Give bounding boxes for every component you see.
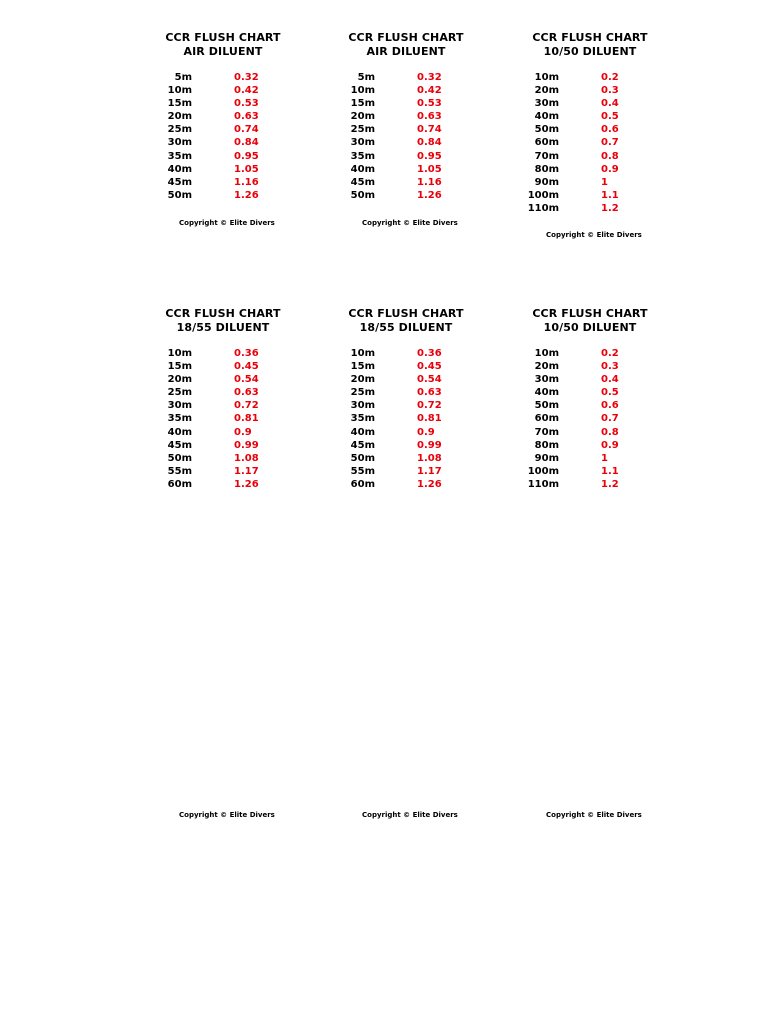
depth-label: 60m <box>534 413 559 425</box>
depth-label: 50m <box>534 400 559 412</box>
chart-row <box>525 373 655 386</box>
flush-value: 1.16 <box>234 176 259 188</box>
chart-row <box>158 386 288 399</box>
chart-row <box>341 452 471 465</box>
copyright-note: Copyright © Elite Divers <box>546 811 642 819</box>
chart-row <box>525 412 655 425</box>
chart-row <box>158 439 288 452</box>
depth-label: 60m <box>534 137 559 149</box>
flush-value: 0.6 <box>601 400 619 412</box>
chart-row <box>158 478 288 491</box>
flush-value: 0.5 <box>601 111 619 123</box>
flush-chart-18-55-1 <box>158 307 288 819</box>
depth-label: 80m <box>534 163 559 175</box>
chart-row <box>158 347 288 360</box>
depth-label: 30m <box>167 400 192 412</box>
depth-label: 30m <box>350 137 375 149</box>
chart-row <box>525 84 655 97</box>
chart-row <box>158 110 288 123</box>
depth-label: 10m <box>534 72 559 83</box>
flush-value: 1.05 <box>417 163 442 175</box>
chart-row <box>341 426 471 439</box>
chart-rows <box>525 71 655 215</box>
flush-value: 0.45 <box>234 361 259 373</box>
chart-row <box>525 71 655 84</box>
chart-row <box>525 136 655 149</box>
chart-row <box>525 176 655 189</box>
depth-label: 40m <box>167 426 192 438</box>
flush-value: 0.2 <box>601 348 619 359</box>
depth-label: 45m <box>350 439 375 451</box>
flush-value: 0.72 <box>417 400 442 412</box>
chart-row <box>158 84 288 97</box>
chart-row <box>525 478 655 491</box>
copyright-note: Copyright © Elite Divers <box>362 219 458 227</box>
chart-row <box>158 452 288 465</box>
chart-subtitle: 10/50 DILUENT <box>543 44 637 58</box>
flush-value: 0.7 <box>601 137 619 149</box>
chart-row <box>158 465 288 478</box>
depth-label: 25m <box>350 124 375 136</box>
flush-value: 0.72 <box>234 400 259 412</box>
chart-title: CCR FLUSH CHART <box>348 31 464 44</box>
chart-row <box>158 150 288 163</box>
flush-value: 0.53 <box>234 98 259 110</box>
copyright-note: Copyright © Elite Divers <box>362 811 458 819</box>
chart-row <box>525 452 655 465</box>
flush-value: 1 <box>601 452 608 464</box>
depth-label: 40m <box>350 426 375 438</box>
chart-row <box>158 189 288 202</box>
chart-row <box>525 439 655 452</box>
chart-row <box>525 110 655 123</box>
depth-label: 30m <box>350 400 375 412</box>
flush-chart-air-2 <box>341 31 471 227</box>
depth-label: 50m <box>167 189 192 201</box>
chart-row <box>341 386 471 399</box>
chart-rows <box>525 347 655 491</box>
flush-value: 0.42 <box>417 85 442 97</box>
depth-label: 70m <box>534 150 559 162</box>
flush-value: 0.95 <box>234 150 259 162</box>
flush-value: 0.54 <box>417 374 442 386</box>
depth-label: 20m <box>350 111 375 123</box>
chart-title: CCR FLUSH CHART <box>532 307 648 320</box>
flush-value: 0.9 <box>601 163 619 175</box>
depth-label: 15m <box>350 98 375 110</box>
flush-value: 0.36 <box>234 348 259 359</box>
chart-row <box>341 110 471 123</box>
chart-row <box>341 150 471 163</box>
depth-label: 60m <box>350 478 375 490</box>
flush-value: 1.26 <box>417 478 442 490</box>
flush-value: 0.3 <box>601 85 619 97</box>
chart-row <box>158 71 288 84</box>
chart-row <box>158 176 288 189</box>
chart-row <box>158 163 288 176</box>
chart-row <box>341 399 471 412</box>
flush-value: 0.45 <box>417 361 442 373</box>
chart-title: CCR FLUSH CHART <box>532 31 648 44</box>
chart-row <box>525 97 655 110</box>
chart-row <box>525 189 655 202</box>
flush-value: 0.74 <box>417 124 442 136</box>
chart-row <box>341 123 471 136</box>
depth-label: 10m <box>167 348 192 359</box>
flush-value: 1.2 <box>601 478 619 490</box>
flush-value: 1.1 <box>601 189 619 201</box>
depth-label: 15m <box>167 361 192 373</box>
flush-value: 0.5 <box>601 387 619 399</box>
depth-label: 40m <box>350 163 375 175</box>
chart-row <box>341 347 471 360</box>
chart-row <box>341 465 471 478</box>
chart-row <box>158 373 288 386</box>
flush-value: 0.9 <box>417 426 435 438</box>
chart-row <box>341 176 471 189</box>
chart-row <box>158 399 288 412</box>
chart-row <box>158 360 288 373</box>
flush-value: 1.17 <box>234 465 259 477</box>
depth-label: 10m <box>534 348 559 359</box>
chart-row <box>341 136 471 149</box>
flush-value: 0.7 <box>601 413 619 425</box>
flush-value: 0.32 <box>417 72 442 83</box>
depth-label: 15m <box>167 98 192 110</box>
chart-row <box>158 97 288 110</box>
depth-label: 20m <box>534 85 559 97</box>
flush-chart-air-1 <box>158 31 288 227</box>
flush-value: 0.95 <box>417 150 442 162</box>
depth-label: 50m <box>167 452 192 464</box>
flush-value: 0.6 <box>601 124 619 136</box>
depth-label: 35m <box>350 150 375 162</box>
depth-label: 25m <box>167 124 192 136</box>
depth-label: 25m <box>167 387 192 399</box>
depth-label: 100m <box>527 465 559 477</box>
flush-value: 0.99 <box>234 439 259 451</box>
flush-value: 0.84 <box>234 137 259 149</box>
depth-label: 40m <box>534 111 559 123</box>
depth-label: 5m <box>357 72 375 83</box>
flush-value: 0.74 <box>234 124 259 136</box>
flush-value: 1.1 <box>601 465 619 477</box>
chart-rows <box>158 71 288 202</box>
flush-value: 1.2 <box>601 202 619 214</box>
depth-label: 15m <box>350 361 375 373</box>
depth-label: 10m <box>350 348 375 359</box>
depth-label: 60m <box>167 478 192 490</box>
chart-row <box>158 426 288 439</box>
flush-value: 1.26 <box>234 189 259 201</box>
chart-row <box>341 71 471 84</box>
flush-value: 0.53 <box>417 98 442 110</box>
flush-chart-10-50-2 <box>525 307 655 819</box>
chart-row <box>341 360 471 373</box>
flush-value: 1.08 <box>417 452 442 464</box>
depth-label: 100m <box>527 189 559 201</box>
depth-label: 50m <box>534 124 559 136</box>
copyright-note: Copyright © Elite Divers <box>179 219 275 227</box>
depth-label: 45m <box>167 439 192 451</box>
chart-rows <box>341 71 471 202</box>
flush-value: 1.05 <box>234 163 259 175</box>
chart-row <box>341 97 471 110</box>
chart-row <box>341 478 471 491</box>
flush-value: 0.36 <box>417 348 442 359</box>
chart-row <box>341 439 471 452</box>
flush-value: 0.2 <box>601 72 619 83</box>
chart-row <box>158 123 288 136</box>
chart-row <box>525 399 655 412</box>
chart-subtitle: 18/55 DILUENT <box>359 320 453 334</box>
depth-label: 50m <box>350 452 375 464</box>
flush-value: 0.81 <box>417 413 442 425</box>
copyright-note: Copyright © Elite Divers <box>179 811 275 819</box>
chart-row <box>525 163 655 176</box>
flush-value: 0.84 <box>417 137 442 149</box>
depth-label: 20m <box>534 361 559 373</box>
flush-value: 0.8 <box>601 426 619 438</box>
depth-label: 110m <box>527 478 559 490</box>
chart-subtitle: 10/50 DILUENT <box>543 320 637 334</box>
depth-label: 40m <box>167 163 192 175</box>
flush-value: 1.17 <box>417 465 442 477</box>
flush-value: 0.9 <box>601 439 619 451</box>
depth-label: 5m <box>174 72 192 83</box>
chart-rows <box>341 347 471 491</box>
flush-value: 0.9 <box>234 426 252 438</box>
chart-row <box>525 150 655 163</box>
flush-value: 1.08 <box>234 452 259 464</box>
chart-row <box>341 163 471 176</box>
flush-chart-18-55-2 <box>341 307 471 819</box>
depth-label: 30m <box>167 137 192 149</box>
flush-value: 0.4 <box>601 98 619 110</box>
depth-label: 20m <box>167 374 192 386</box>
flush-value: 0.32 <box>234 72 259 83</box>
depth-label: 40m <box>534 387 559 399</box>
depth-label: 90m <box>534 452 559 464</box>
depth-label: 30m <box>534 98 559 110</box>
chart-row <box>341 189 471 202</box>
depth-label: 30m <box>534 374 559 386</box>
flush-chart-10-50-1 <box>525 31 655 239</box>
depth-label: 45m <box>350 176 375 188</box>
flush-value: 0.63 <box>234 387 259 399</box>
depth-label: 55m <box>167 465 192 477</box>
flush-value: 0.42 <box>234 85 259 97</box>
depth-label: 80m <box>534 439 559 451</box>
chart-title: CCR FLUSH CHART <box>348 307 464 320</box>
copyright-note: Copyright © Elite Divers <box>546 231 642 239</box>
chart-row <box>341 373 471 386</box>
depth-label: 35m <box>167 150 192 162</box>
chart-rows <box>158 347 288 491</box>
flush-value: 0.81 <box>234 413 259 425</box>
chart-row <box>525 426 655 439</box>
depth-label: 90m <box>534 176 559 188</box>
flush-value: 0.99 <box>417 439 442 451</box>
chart-row <box>341 84 471 97</box>
chart-row <box>341 412 471 425</box>
depth-label: 20m <box>167 111 192 123</box>
flush-value: 1 <box>601 176 608 188</box>
depth-label: 35m <box>167 413 192 425</box>
depth-label: 110m <box>527 202 559 214</box>
chart-row <box>525 386 655 399</box>
chart-subtitle: 18/55 DILUENT <box>176 320 270 334</box>
depth-label: 10m <box>350 85 375 97</box>
depth-label: 35m <box>350 413 375 425</box>
depth-label: 25m <box>350 387 375 399</box>
chart-row <box>525 123 655 136</box>
flush-value: 0.63 <box>417 387 442 399</box>
chart-row <box>525 360 655 373</box>
depth-label: 20m <box>350 374 375 386</box>
chart-subtitle: AIR DILUENT <box>183 44 263 58</box>
flush-value: 0.54 <box>234 374 259 386</box>
chart-row <box>525 202 655 215</box>
chart-title: CCR FLUSH CHART <box>165 31 281 44</box>
depth-label: 45m <box>167 176 192 188</box>
flush-value: 1.16 <box>417 176 442 188</box>
chart-row <box>158 412 288 425</box>
flush-value: 1.26 <box>417 189 442 201</box>
flush-value: 0.63 <box>417 111 442 123</box>
flush-value: 0.8 <box>601 150 619 162</box>
flush-value: 0.4 <box>601 374 619 386</box>
chart-row <box>525 465 655 478</box>
flush-value: 0.63 <box>234 111 259 123</box>
chart-row <box>158 136 288 149</box>
flush-value: 0.3 <box>601 361 619 373</box>
depth-label: 70m <box>534 426 559 438</box>
chart-title: CCR FLUSH CHART <box>165 307 281 320</box>
depth-label: 10m <box>167 85 192 97</box>
flush-value: 1.26 <box>234 478 259 490</box>
depth-label: 55m <box>350 465 375 477</box>
chart-row <box>525 347 655 360</box>
chart-subtitle: AIR DILUENT <box>366 44 446 58</box>
depth-label: 50m <box>350 189 375 201</box>
